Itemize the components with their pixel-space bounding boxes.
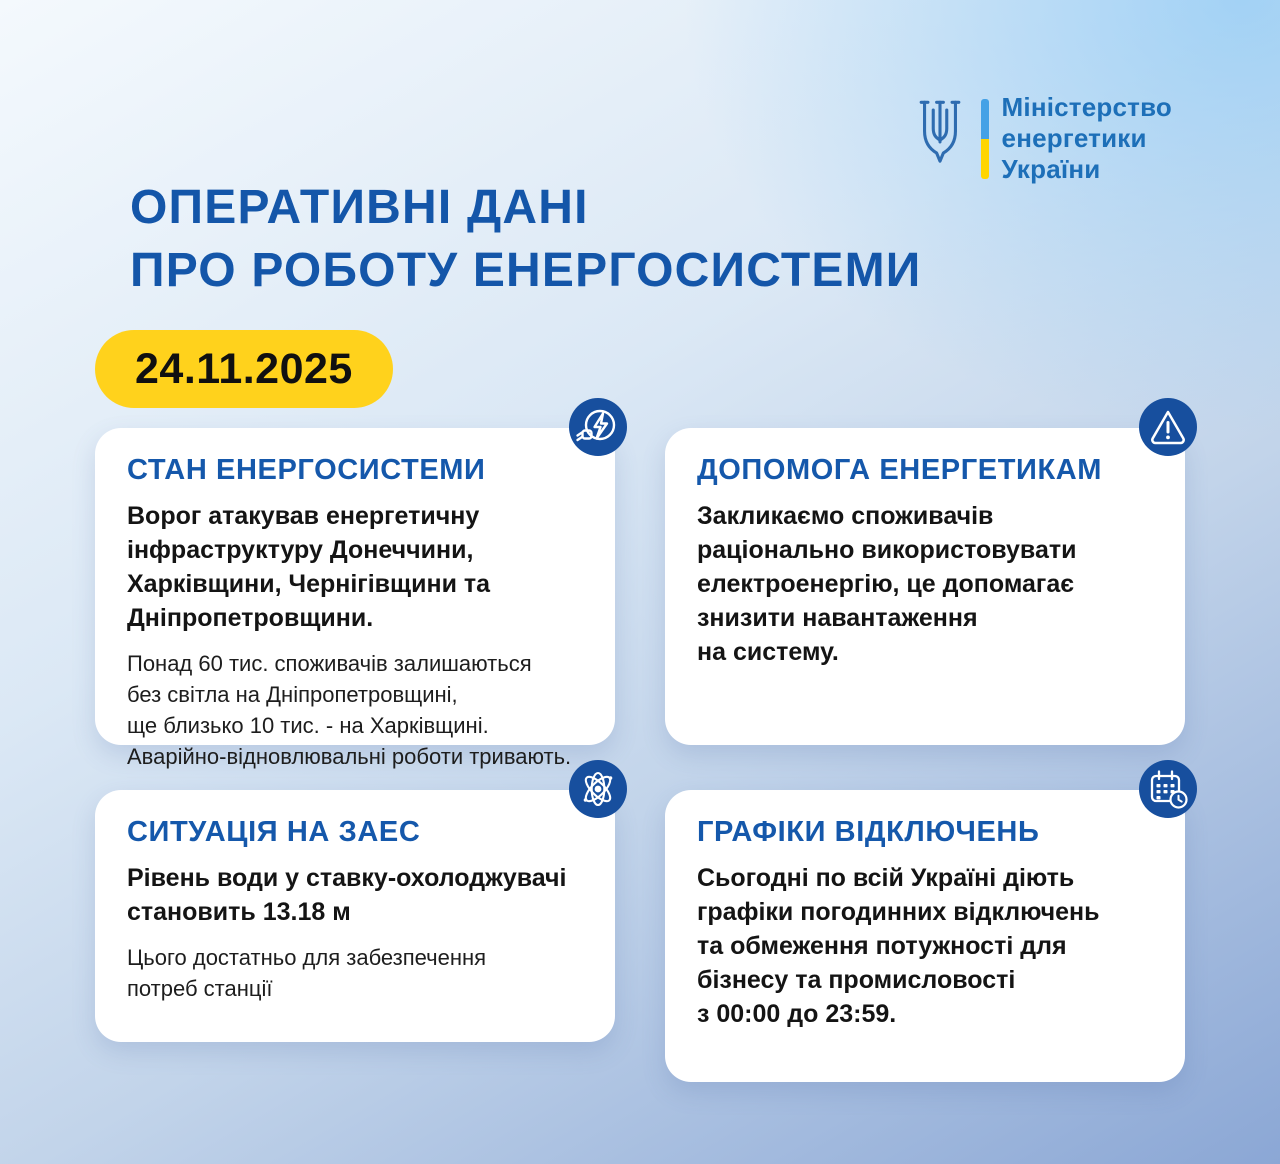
ministry-logo (912, 92, 1172, 185)
page-title (130, 176, 922, 302)
card-help-energy-workers (665, 428, 1185, 745)
card-outage-schedules (665, 790, 1185, 1082)
card-heading: ГРАФІКИ ВІДКЛЮЧЕНЬ (697, 816, 1040, 848)
warning-icon (1139, 398, 1197, 456)
card-lead: Рівень води у ставку-охолоджувачі становить 13.18 м (127, 864, 567, 926)
ministry-name: Міністерство енергетики України (1001, 92, 1172, 184)
date-badge: 24.11.2025 (95, 330, 393, 408)
card-lead: Закликаємо споживачів раціонально використовувати електроенергію, це допомагає знизити навантаження на систему. (697, 502, 1077, 666)
card-detail: Цього достатньо для забезпечення потреб станції (127, 945, 487, 1001)
plug-lightning-icon (569, 398, 627, 456)
card-energy-system-status (95, 428, 615, 769)
card-znpp-situation (95, 790, 615, 1042)
calendar-clock-icon (1139, 760, 1197, 818)
trident-icon (912, 95, 968, 183)
page-title-line2: ПРО РОБОТУ ЕНЕРГОСИСТЕМИ (130, 244, 922, 297)
card-heading: СИТУАЦІЯ НА ЗАЕС (127, 816, 421, 848)
atom-icon (569, 760, 627, 818)
card-heading: ДОПОМОГА ЕНЕРГЕТИКАМ (697, 454, 1103, 486)
card-lead: Ворог атакував енергетичну інфраструктуру Донеччини, Харківщини, Чернігівщини та Дніпропетровщини. (127, 502, 491, 632)
flag-blue-segment (981, 99, 989, 139)
card-heading: СТАН ЕНЕРГОСИСТЕМИ (127, 454, 486, 486)
card-lead: Сьогодні по всій Україні діють графіки погодинних відключень та обмеження потужності для бізнесу та промисловості з 00:00 до 23:59. (697, 864, 1100, 1028)
card-detail: Понад 60 тис. споживачів залишаються без світла на Дніпропетровщині, ще близько 10 тис. - на Харківщині. Аварійно-відновлювальні роботи тривають. (127, 651, 572, 769)
page-title-line1: ОПЕРАТИВНІ ДАНІ (130, 181, 589, 234)
flag-yellow-segment (981, 139, 989, 179)
flag-divider (981, 99, 989, 179)
